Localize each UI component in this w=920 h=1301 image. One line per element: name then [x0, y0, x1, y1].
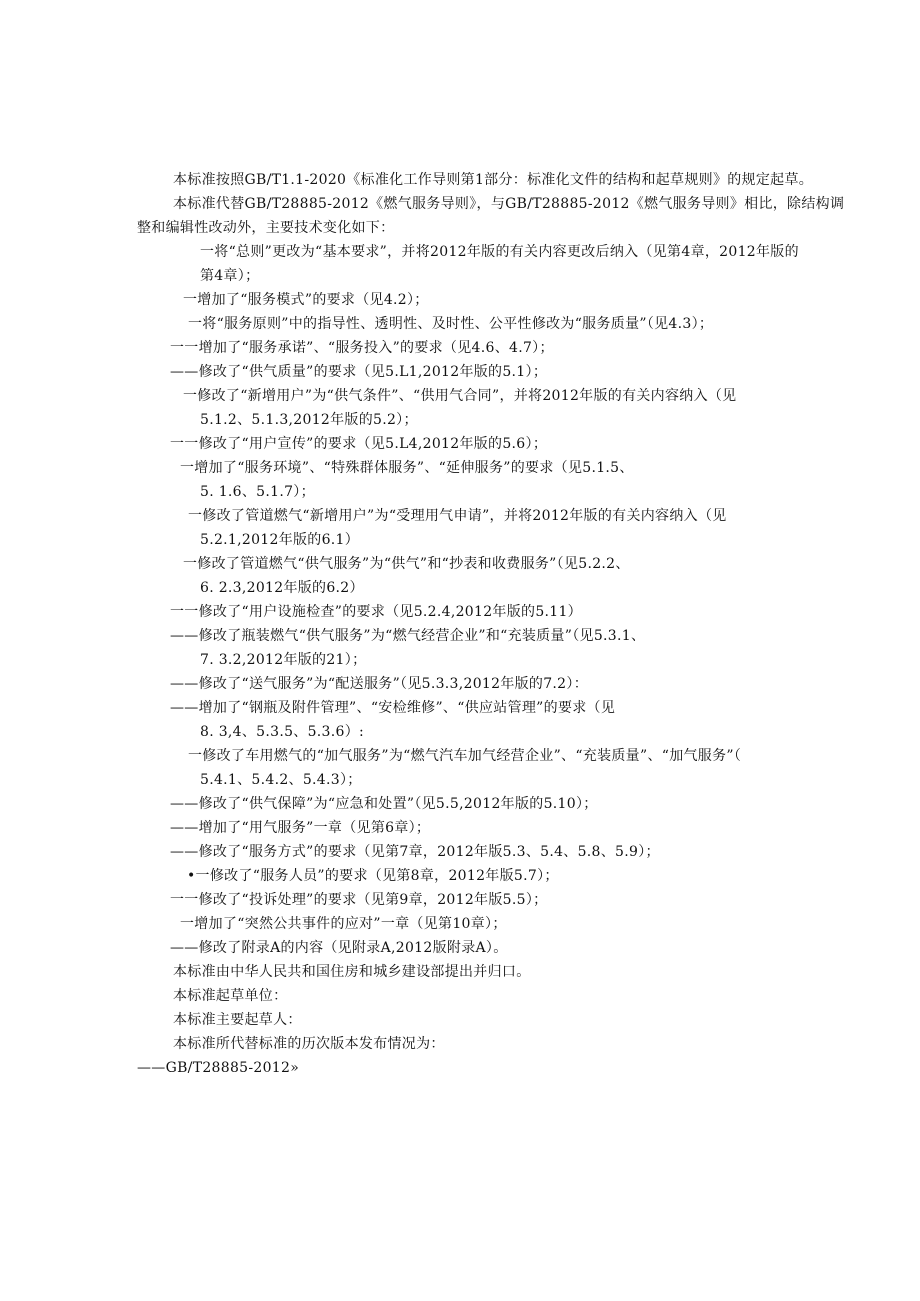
list-item: 一将“服务原则”中的指导性、透明性、及时性、公平性修改为“服务质量”（见4.3）；	[188, 316, 714, 332]
list-item: ——修改了“供气质量”的要求（见5.L1,2012年版的5.1）；	[170, 364, 548, 380]
list-item-continuation: 5.4.1、5.4.2、5.4.3）；	[200, 772, 362, 788]
list-item: 一增加了“突然公共事件的应对”一章（见第10章）；	[180, 916, 507, 932]
list-item-continuation: 5.1.2、5.1.3,2012年版的5.2）；	[200, 412, 418, 428]
list-item-continuation: 第4章）；	[200, 268, 260, 284]
list-item: 一修改了管道燃气“新增用户”为“受理用气申请”，并将2012年版的有关内容纳入（见	[188, 508, 727, 524]
text-line: 本标准所代替标准的历次版本发布情况为：	[173, 1036, 445, 1052]
list-item: •一修改了“服务人员”的要求（见第8章，2012年版5.7）；	[187, 868, 559, 884]
list-item: 一一增加了“服务承诺”、“服务投入”的要求（见4.6、4.7）；	[170, 340, 554, 356]
list-item: 一一修改了“用户设施检查”的要求（见5.2.4,2012年版的5.11）	[170, 604, 582, 620]
list-item: ——修改了附录A的内容（见附录A,2012版附录A）。	[170, 940, 508, 956]
list-item: ——增加了“用气服务”一章（见第6章）；	[170, 820, 431, 836]
text-line: 本标准由中华人民共和国住房和城乡建设部提出并归口。	[173, 964, 531, 980]
list-item-continuation: 8. 3,4、5.3.5、5.3.6）:	[200, 724, 365, 740]
list-item: ——修改了瓶装燃气“供气服务”为“燃气经营企业”和“充装质量”（见5.3.1、	[170, 628, 646, 644]
list-item: 一修改了管道燃气“供气服务”为“供气”和“抄表和收费服务”（见5.2.2、	[183, 556, 630, 572]
list-item-continuation: 6. 2.3,2012年版的6.2）	[200, 580, 364, 596]
list-item: 一增加了“服务模式”的要求（见4.2）；	[183, 292, 429, 308]
text-line: ——GB/T28885-2012»	[137, 1060, 300, 1076]
list-item: 一修改了车用燃气的“加气服务”为“燃气汽车加气经营企业”、“充装质量”、“加气服务”（	[188, 748, 742, 764]
list-item: 一修改了“新增用户”为“供气条件”、“供用气合同”，并将2012年版的有关内容纳入（见	[183, 388, 737, 404]
list-item: ——增加了“钢瓶及附件管理”、“安检维修”、“供应站管理”的要求（见	[170, 700, 616, 716]
list-item-continuation: 7. 3.2,2012年版的21）；	[200, 652, 367, 668]
list-item: 一增加了“服务环境”、“特殊群体服务”、“延伸服务”的要求（见5.1.5、	[180, 460, 634, 476]
text-line: 本标准代替GB/T28885-2012《燃气服务导则》，与GB/T28885-2012《燃气服务导则》相比，除结构调	[173, 196, 845, 212]
text-line: 本标准主要起草人：	[173, 1012, 302, 1028]
list-item-continuation: 5.2.1,2012年版的6.1）	[200, 532, 360, 548]
text-line: 本标准按照GB/T1.1-2020《标准化工作导则第1部分：标准化文件的结构和起草规则》的规定起草。	[173, 172, 814, 188]
list-item: ——修改了“供气保障”为“应急和处置”（见5.5,2012年版的5.10）；	[170, 796, 598, 812]
list-item: ——修改了“送气服务”为“配送服务”（见5.3.3,2012年版的7.2）：	[170, 676, 588, 692]
text-line: 整和编辑性改动外，主要技术变化如下：	[137, 220, 395, 236]
list-item: 一将“总则”更改为“基本要求”，并将2012年版的有关内容更改后纳入（见第4章，2012年版的	[200, 244, 799, 260]
list-item-continuation: 5. 1.6、5.1.7）；	[200, 484, 315, 500]
list-item: 一一修改了“用户宣传”的要求（见5.L4,2012年版的5.6）；	[170, 436, 548, 452]
list-item: 一一修改了“投诉处理”的要求（见第9章，2012年版5.5）；	[170, 892, 548, 908]
list-item: ——修改了“服务方式”的要求（见第7章，2012年版5.3、5.4、5.8、5.9）；	[170, 844, 660, 860]
text-line: 本标准起草单位：	[173, 988, 288, 1004]
